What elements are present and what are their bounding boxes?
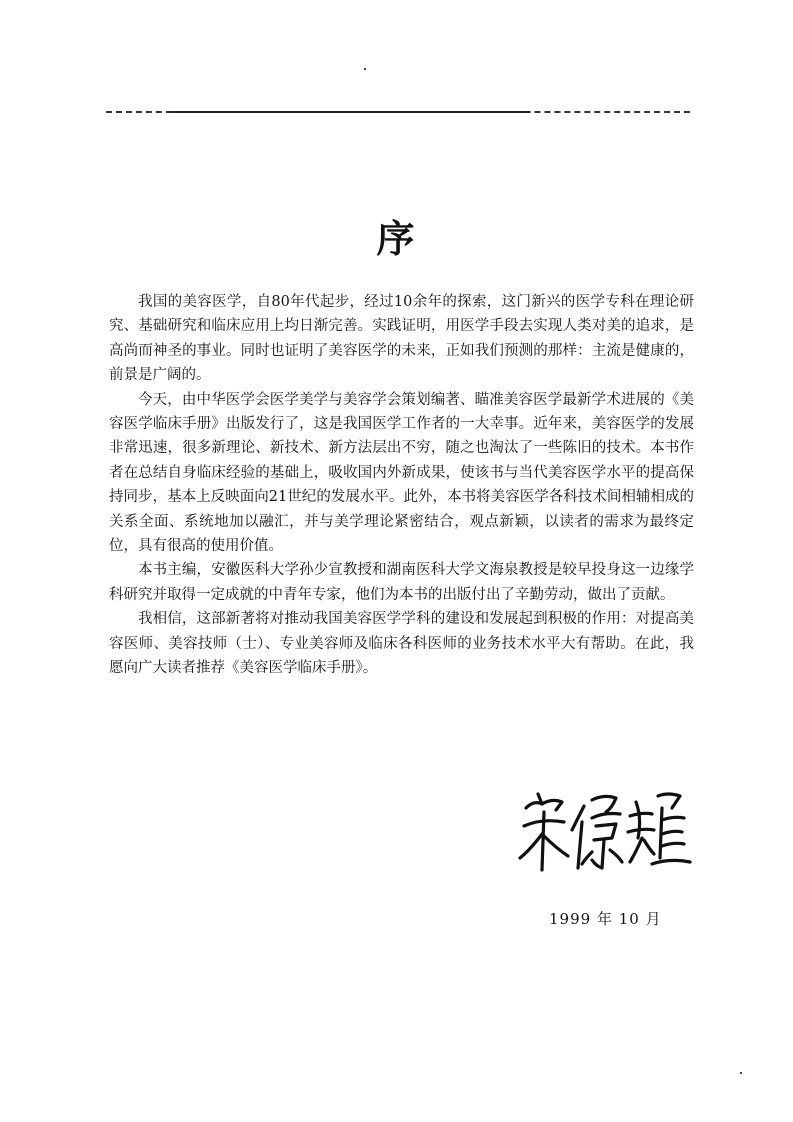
scan-speck bbox=[740, 1072, 742, 1074]
paragraph: 本书主编，安徽医科大学孙少宣教授和湖南医科大学文海泉教授是较早投身这一边缘学科研究并取得一定成就的中青年专家，他们为本书的出版付出了辛勤劳动，做出了贡献。 bbox=[109, 562, 694, 603]
preface-body bbox=[109, 290, 694, 681]
scan-speck bbox=[364, 68, 366, 70]
header-rule-solid bbox=[170, 111, 530, 113]
handwritten-signature bbox=[512, 778, 692, 878]
date-line: 1999 年 10 月 bbox=[549, 910, 662, 928]
page-title: 序 bbox=[376, 216, 417, 261]
paragraph: 我国的美容医学，自80年代起步，经过10余年的探索，这门新兴的医学专科在理论研究、基础研究和临床应用上均日渐完善。实践证明，用医学手段去实现人类对美的追求，是高尚而神圣的事业。同时也证明了美容医学的未来，正如我们预测的那样：主流是健康的，前景是广阔的。 bbox=[109, 294, 694, 384]
paragraph: 今天，由中华医学会医学美学与美容学会策划编著、瞄准美容医学最新学术进展的《美容医学临床手册》出版发行了，这是我国医学工作者的一大幸事。近年来，美容医学的发展非常迅速，很多新理论、新技术、新方法层出不穷，随之也淘汰了一些陈旧的技术。本书作者在总结自身临床经验的基础上，吸收国内外新成果，使该书与当代美容医学水平的提高保持同步，基本上反映面向21世纪的发展水平。此外，本书将美容医学各科技术间相辅相成的关系全面、系统地加以融汇，并与美学理论紧密结合，观点新颖，以读者的需求为最终定位，具有很高的使用价值。 bbox=[109, 391, 694, 555]
paragraph: 我相信，这部新著将对推动我国美容医学学科的建设和发展起到积极的作用：对提高美容医师、美容技师（士）、专业美容师及临床各科医师的业务技术水平大有帮助。在此，我愿向广大读者推荐《美容医学临床手册》。 bbox=[109, 611, 694, 677]
